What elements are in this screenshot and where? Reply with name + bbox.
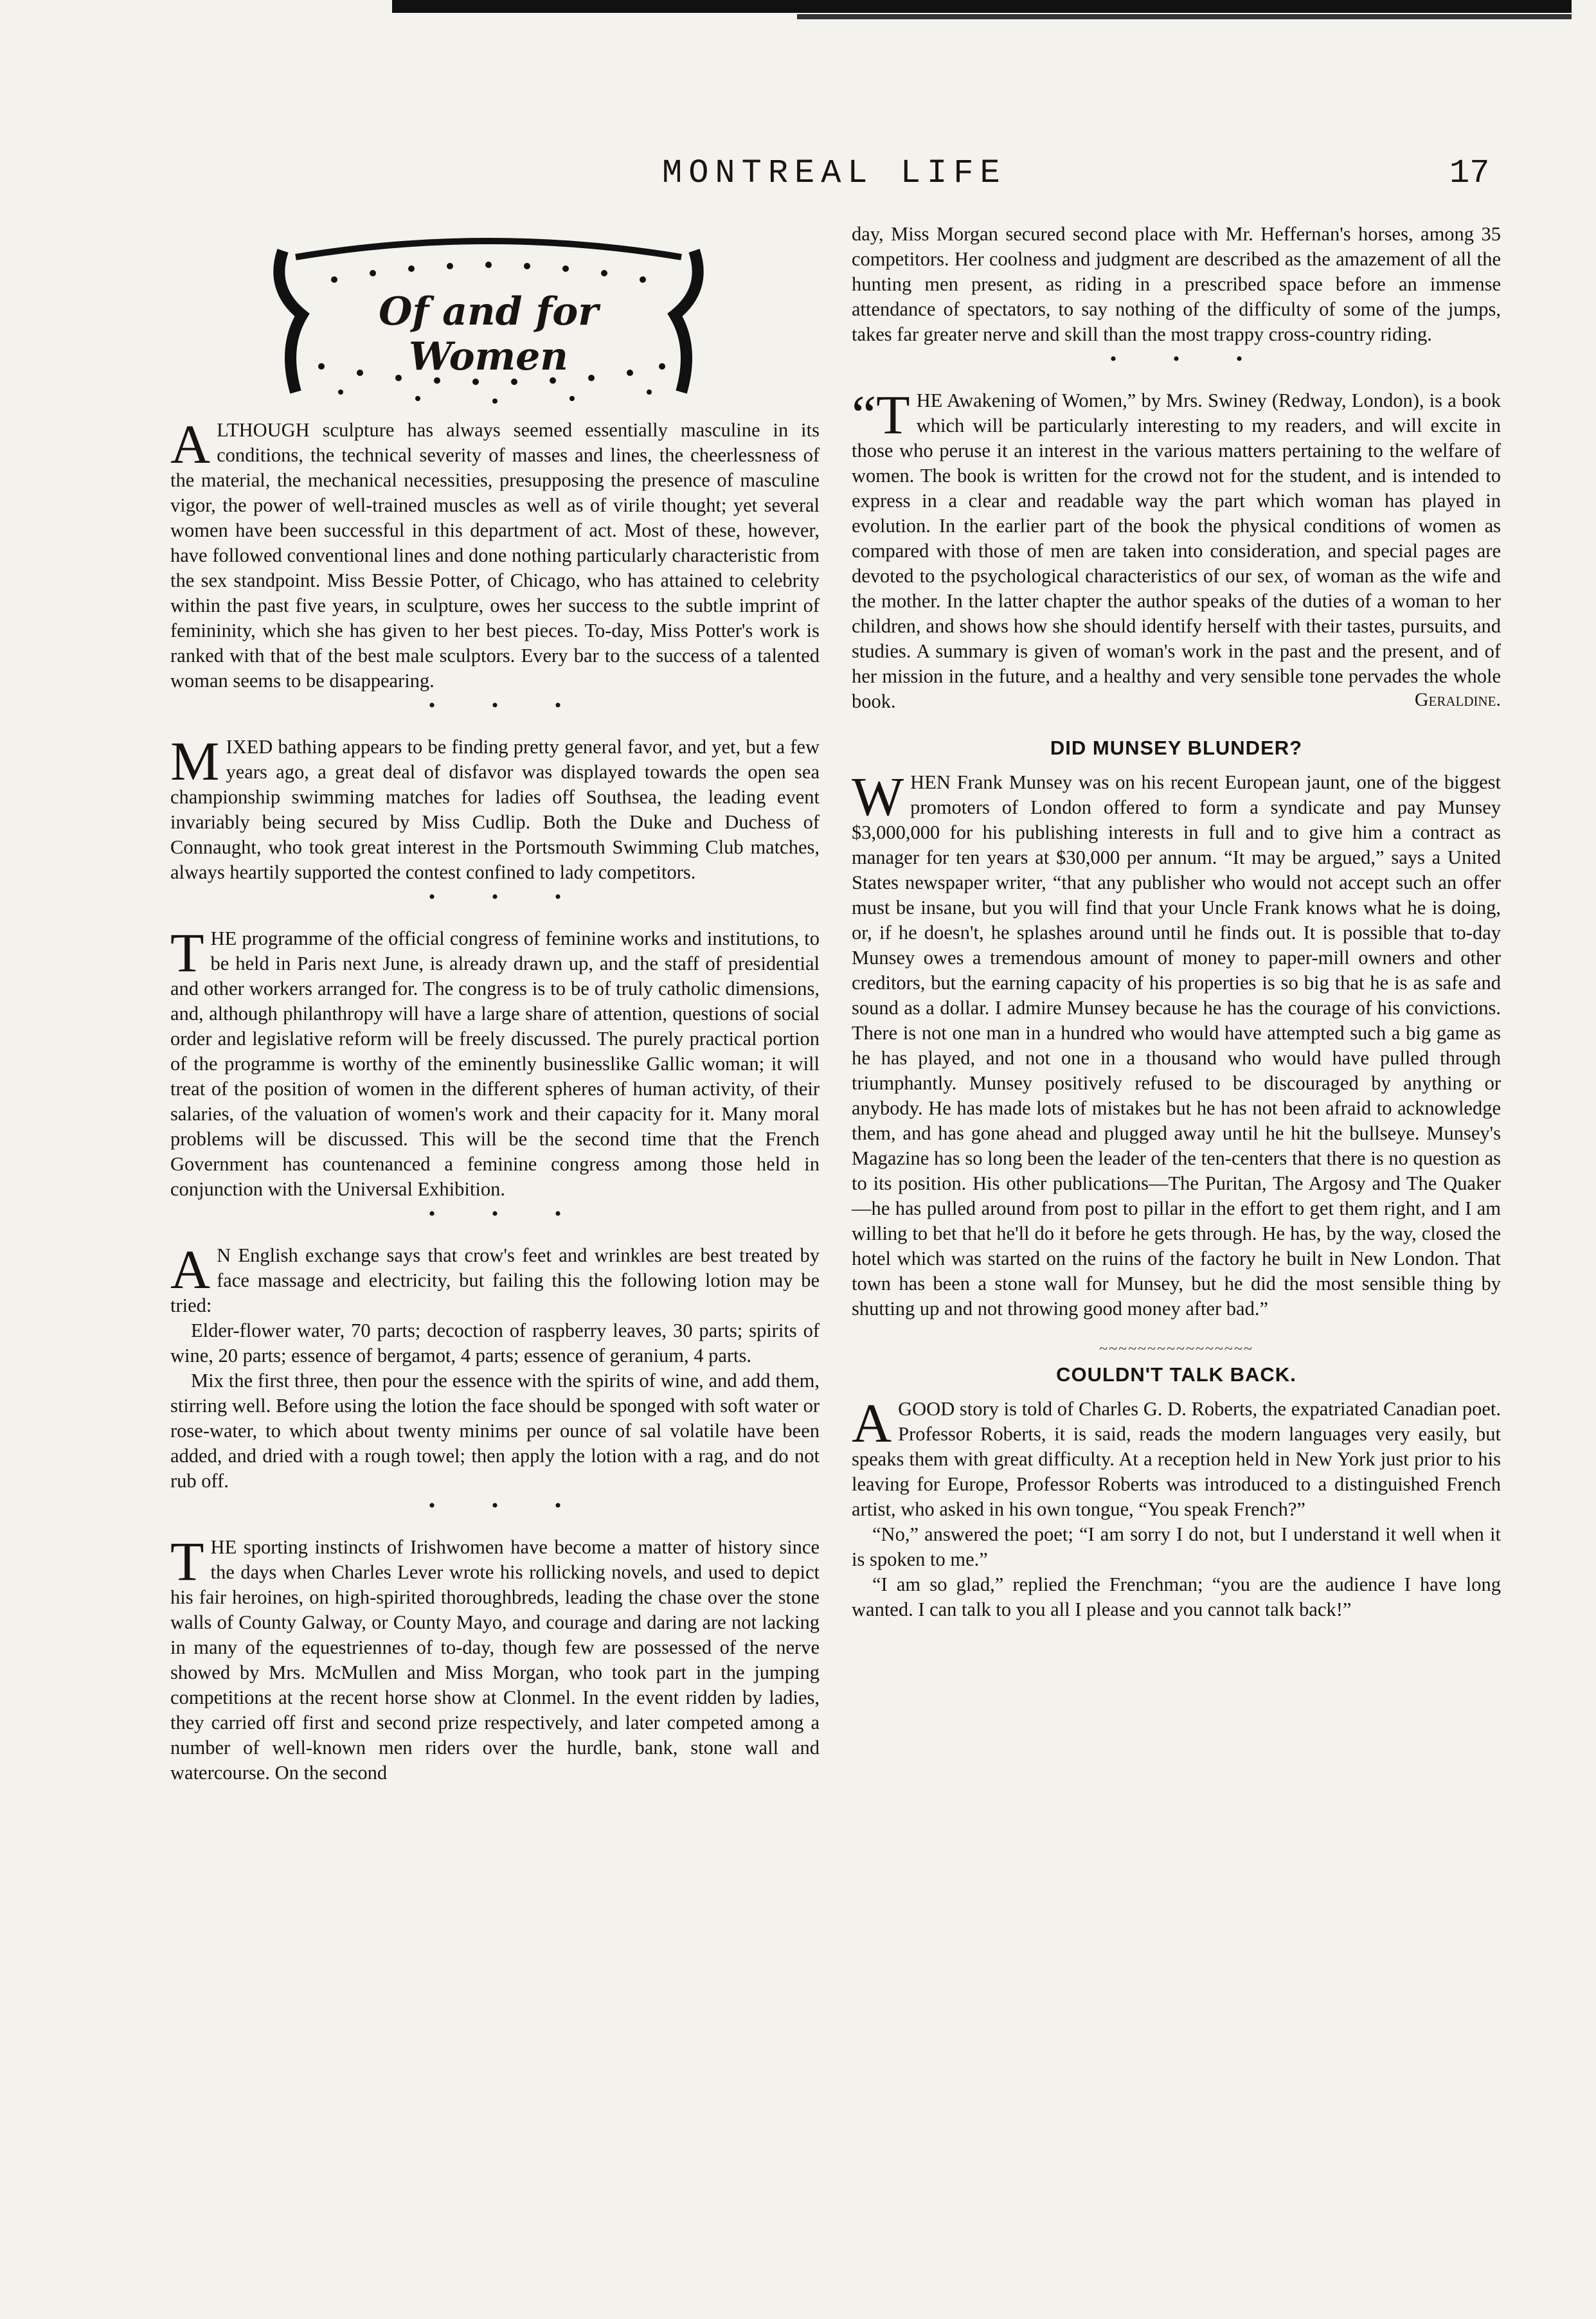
right-column	[852, 222, 1501, 1622]
section-ornament: • • •	[428, 1495, 587, 1516]
drop-cap: A	[852, 1392, 892, 1454]
heading-munsey: DID MUNSEY BLUNDER?	[1050, 737, 1303, 759]
drop-cap: A	[170, 413, 211, 475]
column-masthead	[257, 219, 720, 411]
drop-cap: A	[170, 1239, 211, 1300]
wavy-divider: ~~~~~~~~~~~~~~~~	[1099, 1341, 1253, 1357]
lotion-recipe: Elder-flower water, 70 parts; decoction of raspberry leaves, 30 parts; spirits of wine, 20 parts; essence of bergamot, 4 parts; essence of geranium, 4 parts.	[170, 1320, 820, 1366]
page-number: 17	[1449, 154, 1490, 192]
article-congress: THE programme of the official congress of feminine works and institutions, to be held in Paris next June, is already drawn up, and the staff of presidential and other workers arranged for. The congress is to be of truly catholic dimensions, and, although philanthropy will have a large share of attention, questions of social order and legislative reform will be freely discussed. The purely practical portion of the programme is worthy of the eminently businesslike Gallic woman; it will treat of the position of women in the different spheres of human activity, of their salaries, of the valuation of women's work and their capacity for it. Many moral problems will be discussed. This will be the second time that the French Government has countenanced a feminine congress among those held in conjunction with the Universal Exhibition.	[170, 922, 820, 1200]
top-rule	[392, 0, 1572, 13]
top-rule-secondary	[797, 14, 1572, 19]
lotion-instructions: Mix the first three, then pour the essence with the spirits of wine, and add them, stirring well. Before using the lotion the face should be sponged with soft water or rose-water, to which about twenty minims per ounce of sal volatile have been added, and dried with a rough towel; then apply the lotion with a rag, and do not rub off.	[170, 1370, 820, 1492]
section-ornament: • • •	[428, 695, 587, 716]
article-irishwomen: THE sporting instincts of Irishwomen have become a matter of history since the days when Charles Lever wrote his rollicking novels, and used to depict his fair heroines, on high-spirited thoroughbreds, leading the chase over the stone walls of County Galway, or County Mayo, and courage and daring are not lacking in many of the equestriennes of to-day, though few are possessed of the nerve showed by Mrs. McMullen and Miss Morgan, who took part in the jumping competitions at the recent horse show at Clonmel. In the event ridden by ladies, they carried off first and second prize respectively, and later competed among a number of well-known men riders over the hurdle, bank, stone wall and watercourse. On the second	[170, 1530, 820, 1784]
article-awakening: “THE Awakening of Women,” by Mrs. Swiney (Redway, London), is a book which will be particularly interesting to my readers, and will excite in those who peruse it an interest in the various matters pertaining to the welfare of women. The book is written for the crowd not for the student, and is intended to express in a clear and readable way the part which woman has played in evolution. In the earlier part of the book the physical conditions of women as compared with those of men are taken into consideration, and special pages are devoted to the psychological characteristics of our sex, of woman as the wife and the mother. In the latter chapter the author speaks of the duties of a woman to her children, and shows how she should identify herself with their tastes, pursuits, and studies. A summary is given of woman's work in the past and the present, and of her mission in the future, and a healthy and very sensible tone pervades the whole book.	[852, 384, 1501, 712]
page-header	[0, 154, 1596, 206]
masthead-title: Of and for Women	[379, 289, 598, 379]
heading-talk-back: COULDN'T TALK BACK.	[1056, 1363, 1296, 1386]
running-head: MONTREAL LIFE	[662, 154, 1007, 192]
article-talk-back: AGOOD story is told of Charles G. D. Roberts, the expatriated Canadian poet. Professor Roberts, it is said, reads the modern languages very easily, but speaks them with great difficulty. At a reception held in New York just prior to his leaving for Europe, Professor Roberts was introduced to a distinguished French artist, who asked in his own tongue, “You speak French?”	[852, 1392, 1501, 1520]
article-sculpture: ALTHOUGH sculpture has always seemed essentially masculine in its conditions, the technical severity of masses and lines, the cheerlessness of the material, the mechanical necessities, presupposing the presence of masculine vigor, the power of well-trained muscles as well as of virile thought; yet several women have been successful in this department of act. Most of these, however, have followed conventional lines and done nothing particularly characteristic from the sex standpoint. Miss Bessie Potter, of Chicago, who has attained to celebrity within the past five years, in sculpture, owes her success to the subtle imprint of femininity, which she has given to her best pieces. To-day, Miss Potter's work is ranked with that of the best male sculptors. Every bar to the success of a talented woman seems to be disappearing.	[170, 413, 820, 692]
article-irishwomen-continued: day, Miss Morgan secured second place with Mr. Heffernan's horses, among 35 competitors. Her coolness and judgment are described as the amazement of all the hunting men present, as riding in a prescribed space before an immense attendance of spectators, to say nothing of the difficulty of some of the jumps, takes far greater nerve and skill than the most trappy cross-country riding.	[852, 223, 1501, 345]
drop-cap: T	[170, 922, 204, 983]
talk-back-punchline: “I am so glad,” replied the Frenchman; “you are the audience I have long wanted. I can talk to you all I please and you cannot talk back!”	[852, 1573, 1501, 1620]
drop-cap: M	[170, 730, 220, 792]
article-munsey: WHEN Frank Munsey was on his recent European jaunt, one of the biggest promoters of London offered to form a syndicate and pay Munsey $3,000,000 for his publishing interests in full and to give him a contract as manager for ten years at $30,000 per annum. “It may be argued,” says a United States newspaper writer, “that any publisher who would not accept such an offer must be insane, but you will find that your Uncle Frank knows what he is doing, or, if he doesn't, he splashes around until he finds out. It is possible that to-day Munsey owes a tremendous amount of money to paper-mill owners and other creditors, but the earning capacity of his properties is so big that he is as safe and sound as a dollar. I admire Munsey because he has the courage of his convictions. There is not one man in a hundred who would have attempted such a big game as he has played, and not one in a thousand who would have pulled through triumphantly. Munsey positively refused to be discouraged by anything or anybody. He has made lots of mistakes but he has not been afraid to acknowledge them, and has gone ahead and plugged away until he hit the bullseye. Munsey's Magazine has so long been the leader of the ten-centers that there is no question as to its position. His other publications—The Puritan, The Argosy and The Quaker—he has pulled around from post to pillar in the effort to get them right, and I am willing to bet that he'll do it before he gets through. He has, by the way, closed the hotel which was started on the ruins of the factory he built in New London. That town has been a stone wall for Munsey, but he did the most sensible thing by shutting up and not throwing good money after bad.”	[852, 766, 1501, 1320]
talk-back-reply: “No,” answered the poet; “I am sorry I do not, but I understand it well when it is spoken to me.”	[852, 1523, 1501, 1570]
article-lotion: A N English exchange says that crow's feet and wrinkles are best treated by face massage and electricity, but failing this the following lotion may be tried:	[170, 1239, 820, 1316]
drop-cap: “T	[852, 384, 910, 445]
author-signature: Geraldine.	[1414, 689, 1501, 710]
section-ornament: • • •	[428, 1203, 587, 1224]
drop-cap: W	[852, 766, 904, 827]
article-mixed-bathing: MIXED bathing appears to be finding pretty general favor, and yet, but a few years ago, a great deal of disfavor was displayed towards the open sea championship swimming matches for ladies off Southsea, the leading event invariably being secured by Miss Cudlip. Both the Duke and Duchess of Connaught, who took great interest in the Portsmouth Swimming Club matches, always heartily supported the contest confined to lady competitors.	[170, 730, 820, 883]
left-column	[170, 413, 820, 1786]
section-ornament: • • •	[1109, 348, 1269, 370]
section-ornament: • • •	[428, 886, 587, 908]
drop-cap: T	[170, 1530, 204, 1592]
